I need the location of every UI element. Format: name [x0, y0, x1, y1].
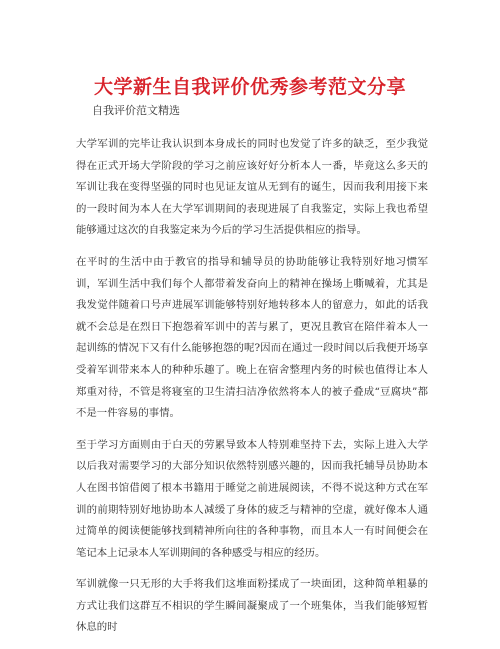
paragraph-3: 至于学习方面则由于白天的劳累导致本人特别难坚持下去，实际上进入大学以后我对需要学习的大部分知识依然特别感兴趣的，因而我托辅导员协助本人在图书馆借阅了根本书籍用于睡觉之前进展阅读，不得不说这种方式在军训的前期特别好地协助本人减缓了身体的疲乏与精神的空虚，就好像本人通过简单的阅读便能够找到精神所向往的各种事物，而且本人一有时间便会在笔记本上记录本人军训期间的各种感受与相应的经历。 [76, 438, 428, 559]
paragraph-2: 在平时的生活中由于教官的指导和辅导员的协助能够让我特别好地习惯军训，军训生活中我们每个人都带着发奋向上的精神在操场上嘶喊着，尤其是我发觉伴随着口号声进展军训能够特别好地转移本人的留意力，如此的话我就不会总是在烈日下抱怨着军训中的苦与累了，更况且教官在陪伴着本人一起训练的情况下又有什么能够抱怨的呢?因而在通过一段时间以后我便开场享受着军训带来本人的种种乐趣了。晚上在宿舍整理内务的时候也值得让本人郑重对待，不管是将寝室的卫生清扫洁净依然将本人的被子叠成“豆腐块”都不是一件容易的事情。 [76, 255, 428, 420]
document-title: 大学新生自我评价优秀参考范文分享 [93, 76, 406, 98]
paragraph-1: 大学军训的完毕让我认识到本身成长的同时也发觉了许多的缺乏，至少我觉得在正式开场大学阶段的学习之前应该好好分析本人一番，毕竟这么多天的军训让我在变得坚强的同时也见证友谊从无到有的诞生，因而我利用接下来的一段时间为本人在大学军训期间的表现进展了自我鉴定，实际上我也希望能够通过这次的自我鉴定来为今后的学习生活提供相应的指导。 [76, 138, 428, 237]
document-subtitle: 自我评价范文精选 [92, 104, 180, 117]
document-body [76, 134, 428, 649]
paragraph-4: 军训就像一只无形的大手将我们这堆面粉揉成了一块面团，这种简单粗暴的方式让我们这群互不相识的学生瞬间凝聚成了一个班集体，当我们能够短暂休息的时 [76, 578, 428, 634]
